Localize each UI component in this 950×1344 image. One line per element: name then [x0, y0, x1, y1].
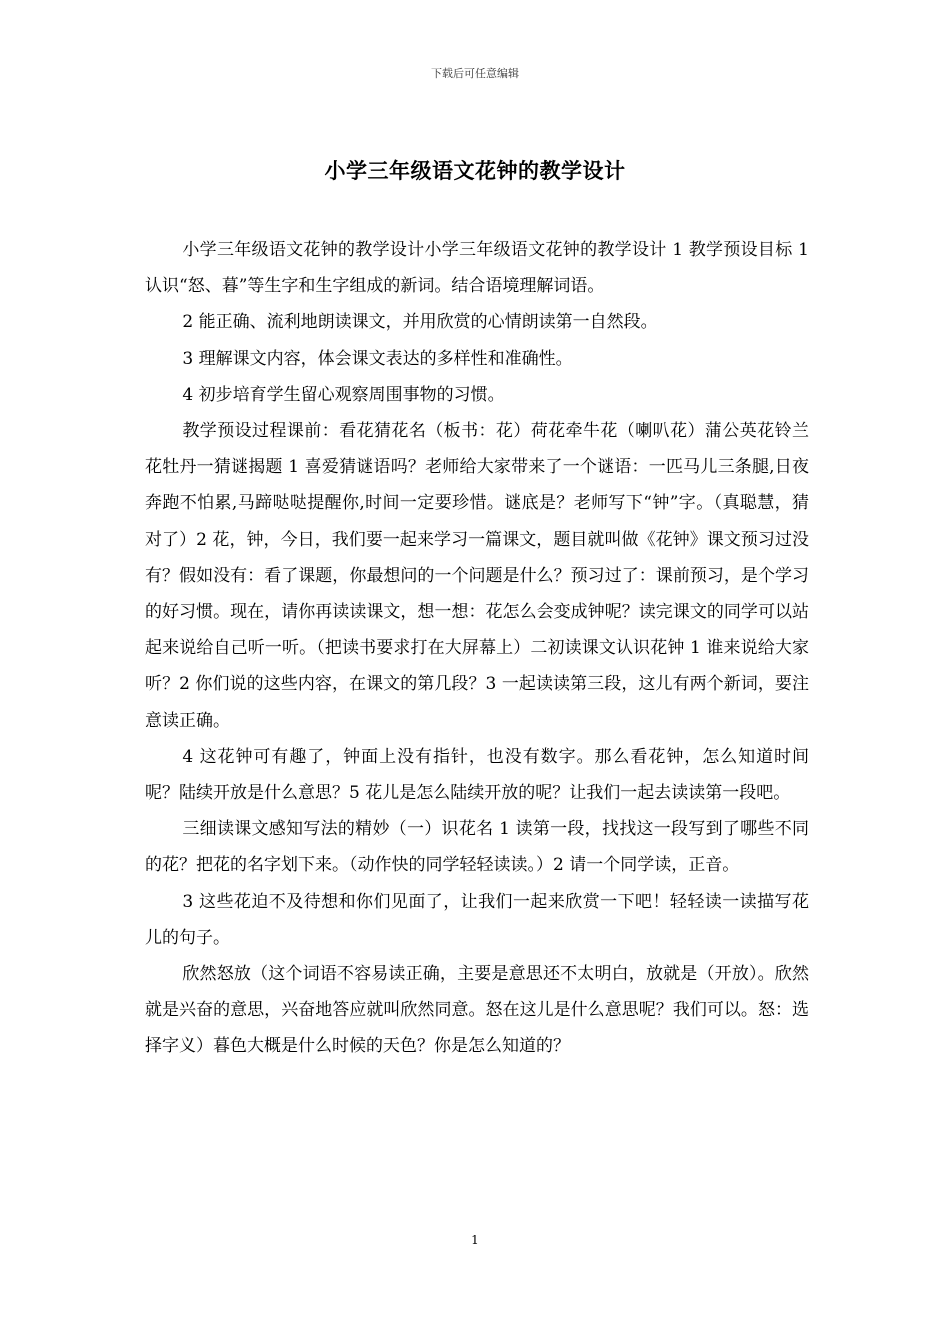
paragraph: 4 初步培育学生留心观察周围事物的习惯。: [182, 384, 505, 405]
paragraph: 2 能正确、流利地朗读课文，并用欣赏的心情朗读第一自然段。: [182, 312, 658, 333]
page-header-note: 下载后可任意编辑: [431, 67, 519, 80]
paragraph: 三细读课文感知写法的精妙（一）识花名 1 读第一段，找找这一段写到了哪些不同的花？把花的名字划下来。（动作快的同学轻轻读读。）2 请一个同学读，正音。: [145, 819, 809, 876]
paragraph: 4 这花钟可有趣了，钟面上没有指针，也没有数字。那么看花钟，怎么知道时间呢？陆续开放是什么意思？5 花儿是怎么陆续开放的呢？让我们一起去读读第一段吧。: [145, 746, 809, 804]
paragraph: 教学预设过程课前：看花猜花名（板书：花）荷花牵牛花（喇叭花）蒲公英花铃兰花牡丹一猜谜揭题 1 喜爱猜谜语吗？老师给大家带来了一个谜语：一匹马儿三条腿,日夜奔跑不怕累,马蹄哒哒提醒你,时间一定要珍惜。谜底是？老师写下“钟”字。（真聪慧，猜对了）2 花，钟，今日，我们要一起来学习一篇课文，题目就叫做《花钟》课文预习过没有？假如没有：看了课题，你最想问的一个问题是什么？预习过了：课前预习，是个学习的好习惯。现在，请你再读读课文，想一想：花怎么会变成钟呢？读完课文的同学可以站起来说给自己听一听。（把读书要求打在大屏幕上）二初读课文认识花钟 1 谁来说给大家听？2 你们说的这些内容，在课文的第几段？3 一起读读第三段，这儿有两个新词，要注意读正确。: [145, 421, 809, 731]
document-title: 小学三年级语文花钟的教学设计: [324, 158, 626, 183]
paragraph: 3 这些花迫不及待想和你们见面了，让我们一起来欣赏一下吧！轻轻读一读描写花儿的句子。: [145, 891, 809, 948]
paragraph: 3 理解课文内容，体会课文表达的多样性和准确性。: [182, 348, 573, 369]
document-body: [145, 232, 809, 1065]
page-number: 1: [471, 1233, 479, 1247]
paragraph: 欣然怒放（这个词语不容易读正确，主要是意思还不太明白，放就是（开放）。欣然就是兴奋的意思，兴奋地答应就叫欣然同意。怒在这儿是什么意思呢？我们可以。怒：选择字义）暮色大概是什么时候的天色？你是怎么知道的？: [145, 964, 809, 1057]
paragraph: 小学三年级语文花钟的教学设计小学三年级语文花钟的教学设计 1 教学预设目标 1 认识“怒、暮”等生字和生字组成的新词。结合语境理解词语。: [145, 240, 809, 297]
